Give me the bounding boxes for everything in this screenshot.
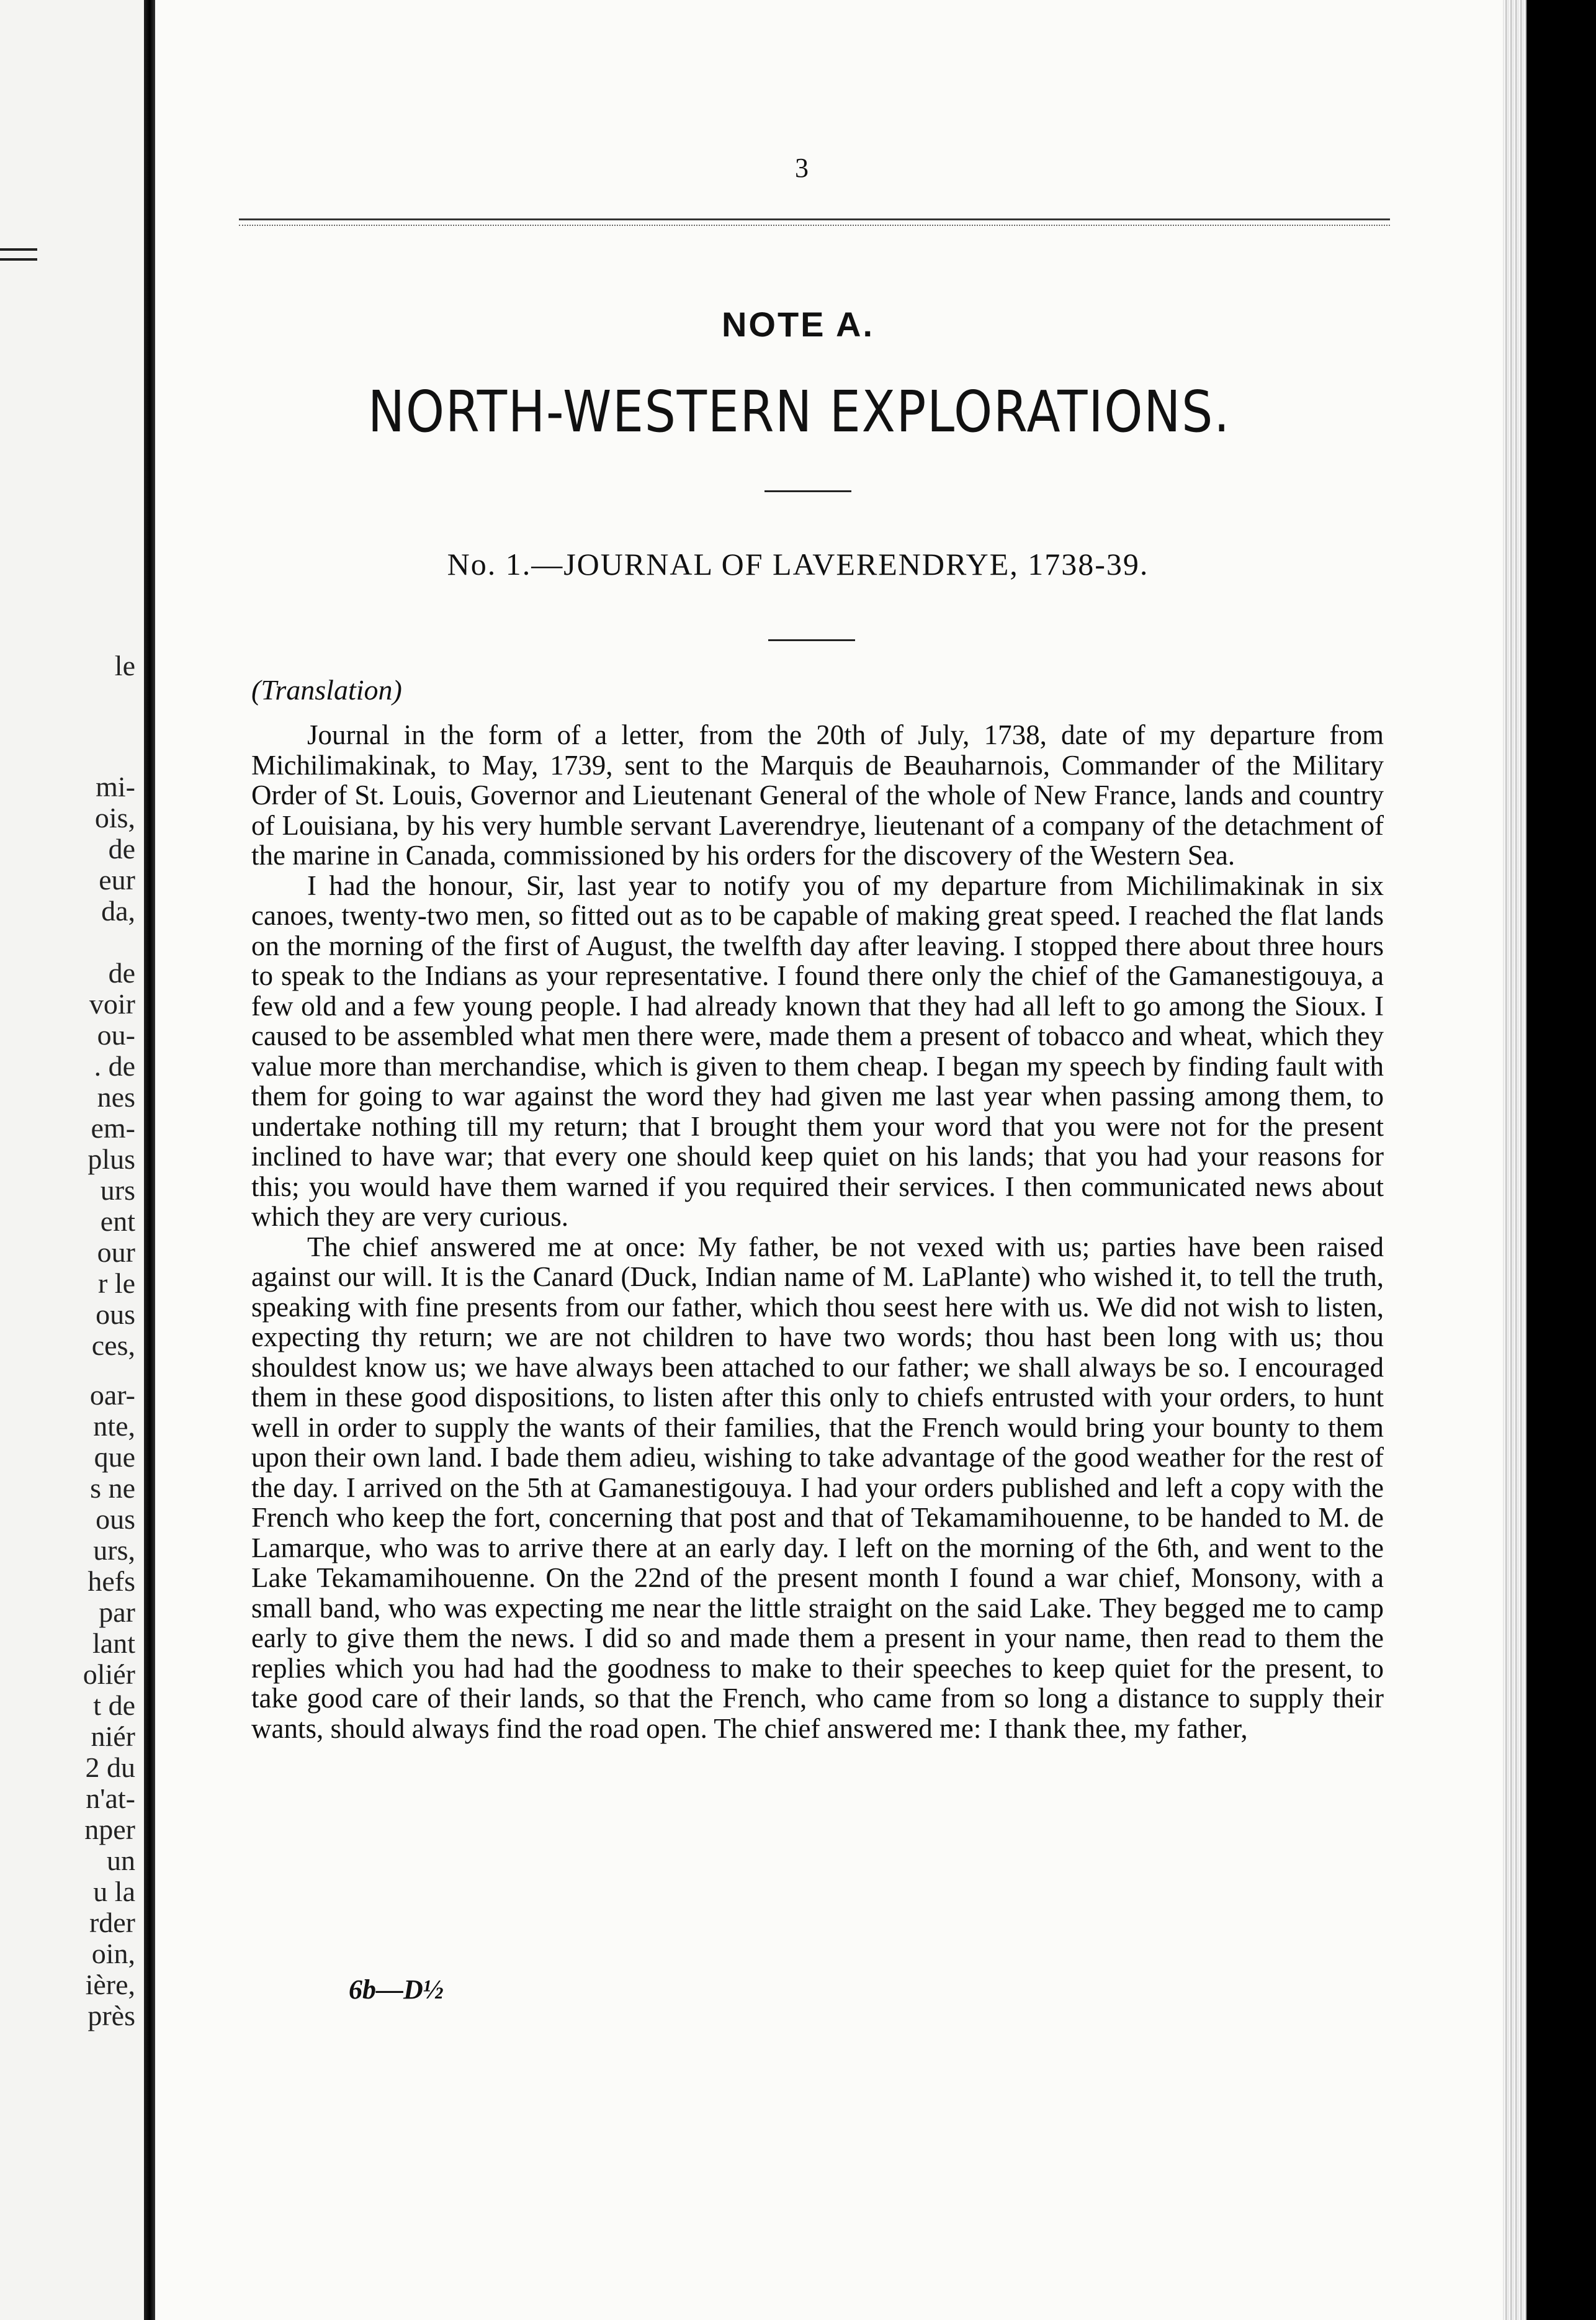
- facing-page-text-fragment: un: [107, 1845, 135, 1876]
- facing-page-text-fragment: eur: [99, 864, 135, 896]
- facing-page-text-fragment: em-: [91, 1112, 135, 1144]
- facing-page-text-fragment: ous: [96, 1503, 135, 1535]
- facing-page-text-fragment: de: [108, 833, 135, 865]
- facing-page-text-fragment: oin,: [91, 1938, 135, 1969]
- facing-page-text-fragment: nes: [97, 1081, 135, 1113]
- facing-page-text-fragment: r le: [97, 1267, 135, 1299]
- translation-label: (Translation): [251, 674, 402, 706]
- facing-page-text-fragment: mi-: [96, 771, 135, 803]
- facing-page-text-fragment: n'at-: [86, 1783, 135, 1814]
- facing-page-text-fragment: voir: [89, 988, 135, 1020]
- facing-page-text-fragment: rder: [89, 1907, 135, 1938]
- facing-page-text-fragment: de: [108, 957, 135, 989]
- facing-page-text-fragment: ces,: [91, 1329, 135, 1361]
- facing-page-dash: [0, 248, 37, 261]
- paragraph: Journal in the form of a letter, from the 20th of July, 1738, date of my departure from Michilimakinak, to May, 1739, sent to the Marquis de Beauharnois, Commander of the Military Order of St. Louis, Governor and Lieutenant General of the whole of New France, lands and country of Louisiana, by his very humble servant Laverendrye, lieutenant of a company of the detachment of the marine in Canada, commissioned by his orders for the discovery of the Western Sea.: [251, 719, 1384, 871]
- header-rule-dotted: [239, 225, 1390, 226]
- paragraph: I had the honour, Sir, last year to notify you of my departure from Michilimakinak in six canoes, twenty-two men, so fitted out as to be capable of making great speed. I reached the flat lands on the morning of the first of August, the twelfth day after leaving. I stopped there about three hours to speak to the Indians as your representative. I found there only the chief of the Gamanestigouya, a few old and a few young people. I had already known that they had all left to go among the Sioux. I caused to be assembled what men there were, made them a present of tobacco and wheat, which they value more than merchandise, which is given to them cheap. I began my speech by finding fault with them for going to war against the word they had given me last year when passing among them, to undertake nothing till my return; that I brought them your word that you were not for the present inclined to have war; that every one should keep quiet on his lands; that you had your reasons for this; you would have them warned if you required their services. I then communicated news about which they are very curious.: [251, 870, 1384, 1232]
- facing-page-text-fragment: . de: [94, 1050, 135, 1082]
- facing-page-text-fragment: t de: [93, 1689, 135, 1721]
- facing-page-text-fragment: oliér: [83, 1658, 135, 1690]
- facing-page-fragments: [0, 0, 144, 2320]
- facing-page-text-fragment: ou-: [97, 1019, 135, 1051]
- facing-page-text-fragment: ière,: [85, 1969, 135, 2000]
- facing-page-text-fragment: s ne: [90, 1472, 135, 1504]
- facing-page-text-fragment: 2 du: [85, 1751, 135, 1783]
- facing-page-text-fragment: urs: [100, 1174, 135, 1206]
- facing-page-text-fragment: our: [97, 1236, 135, 1268]
- facing-page-text-fragment: ous: [96, 1298, 135, 1330]
- facing-page-text-fragment: que: [94, 1441, 135, 1473]
- signature-mark: 6b—D½: [349, 1974, 444, 2005]
- body-text: [251, 720, 1384, 1743]
- facing-page-text-fragment: niér: [91, 1720, 135, 1752]
- paragraph: The chief answered me at once: My father, be not vexed with us; parties have been raised against our will. It is the Canard (Duck, Indian name of M. LaPlante) who wished it, to tell the truth, speaking with fine presents from our father, which thou seest here with us. We did not wish to listen, expecting thy return; we are not children to have two words; thou hast been long with us; thou shouldest know us; we have always been attached to our father; we shall always be so. I encouraged them in these good dispositions, to listen after this only to chiefs entrusted with your orders, to hunt well in order to supply the wants of their families, that the French would bring your bounty to them upon their own land. I bade them adieu, wishing to take advantage of the good weather for the rest of the day. I arrived on the 5th at Gamanestigouya. I had your orders published and left a copy with the French who keep the fort, concerning that post and that of Tekamamihouenne, to be handed to M. de Lamarque, who was to arrive there at an early day. I left on the morning of the 6th, and went to the Lake Tekamamihouenne. On the 22nd of the present month I found a war chief, Monsony, with a small band, who was expecting me near the little straight on the said Lake. They begged me to camp early to give them the news. I did so and made them a present in your name, then read to them the replies which you had had the goodness to make to their speeches to keep quiet for the present, to take good care of their lands, so that the French, who came from so long a distance to supply their wants, should always find the road open. The chief answered me: I thank thee, my father,: [251, 1231, 1384, 1744]
- page-number: 3: [795, 153, 809, 183]
- scan-background: [1527, 0, 1596, 2320]
- facing-page-text-fragment: par: [99, 1596, 135, 1628]
- header-rule: [239, 218, 1390, 220]
- facing-page-text-fragment: urs,: [93, 1534, 135, 1566]
- facing-page-text-fragment: u la: [93, 1876, 135, 1907]
- book-gutter: [144, 0, 155, 2320]
- title-rule: [764, 490, 851, 492]
- page-title: NORTH-WESTERN EXPLORATIONS.: [367, 379, 1231, 445]
- facing-page-text-fragment: plus: [87, 1143, 135, 1175]
- facing-page-text-fragment: nper: [84, 1814, 135, 1845]
- facing-page-text-fragment: ent: [100, 1205, 135, 1237]
- note-heading: NOTE A.: [721, 305, 875, 344]
- page-edge: [1503, 0, 1527, 2320]
- subtitle-rule: [768, 639, 855, 641]
- facing-page-text-fragment: le: [114, 650, 135, 681]
- facing-page-text-fragment: nte,: [93, 1410, 135, 1442]
- facing-page-text-fragment: oar-: [89, 1379, 135, 1411]
- facing-page-text-fragment: hefs: [87, 1565, 135, 1597]
- facing-page-text-fragment: près: [87, 2000, 135, 2031]
- facing-page-text-fragment: ois,: [94, 802, 135, 834]
- facing-page-text-fragment: da,: [101, 895, 135, 927]
- subtitle: No. 1.—JOURNAL OF LAVERENDRYE, 1738-39.: [447, 547, 1149, 582]
- facing-page-text-fragment: lant: [92, 1627, 135, 1659]
